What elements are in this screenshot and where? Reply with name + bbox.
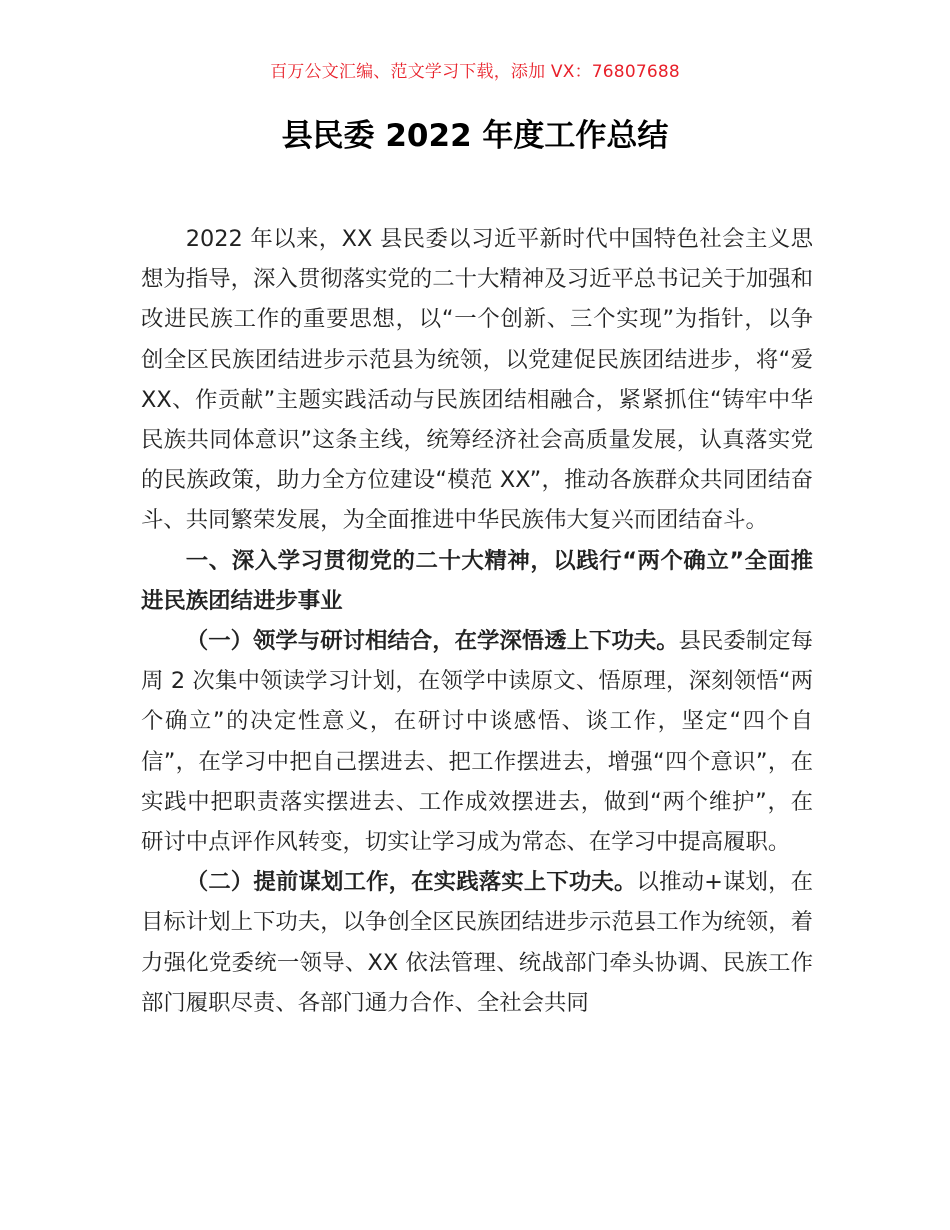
document-body	[141, 219, 813, 1023]
subsection-1-lead: （一）领学与研讨相结合，在学深悟透上下功夫。	[185, 628, 679, 655]
section-heading-1: 一、深入学习贯彻党的二十大精神，以践行“两个确立”全面推进民族团结进步事业	[141, 547, 813, 614]
subsection-2-paragraph	[141, 862, 813, 1023]
subsection-1-paragraph	[141, 621, 813, 862]
document-title: 县民委 2022 年度工作总结	[281, 118, 669, 154]
subsection-2-text: 以推动+谋划，在目标计划上下功夫，以争创全区民族团结进步示范县工作为统领，着力强化党委统一领导、XX 依法管理、统战部门牵头协调、民族工作部门履职尽责、各部门通力合作、全社会共同	[141, 869, 814, 1016]
subsection-1-text: 县民委制定每周 2 次集中领读学习计划，在领学中读原文、悟原理，深刻领悟“两个确立”的决定性意义，在研讨中谈感悟、谈工作，坚定“四个自信”，在学习中把自己摆进去、把工作摆进去，增强“四个意识”，在实践中把职责落实摆进去、工作成效摆进去，做到“两个维护”，在研讨中点评作风转变，切实让学习成为常态、在学习中提高履职。	[141, 628, 814, 856]
subsection-2-lead: （二）提前谋划工作，在实践落实上下功夫。	[185, 869, 637, 896]
intro-paragraph: 2022 年以来，XX 县民委以习近平新时代中国特色社会主义思想为指导，深入贯彻落实党的二十大精神及习近平总书记关于加强和改进民族工作的重要思想，以“一个创新、三个实现”为指针，以争创全区民族团结进步示范县为统领，以党建促民族团结进步，将“爱 XX、作贡献”主题实践活动与民族团结相融合，紧紧抓住“铸牢中华民族共同体意识”这条主线，统筹经济社会高质量发展，认真落实党的民族政策，助力全方位建设“模范 XX”，推动各族群众共同团结奋斗、共同繁荣发展，为全面推进中华民族伟大复兴而团结奋斗。	[141, 226, 813, 534]
watermark-banner: 百万公文汇编、范文学习下载，添加 VX：76807688	[270, 62, 680, 82]
